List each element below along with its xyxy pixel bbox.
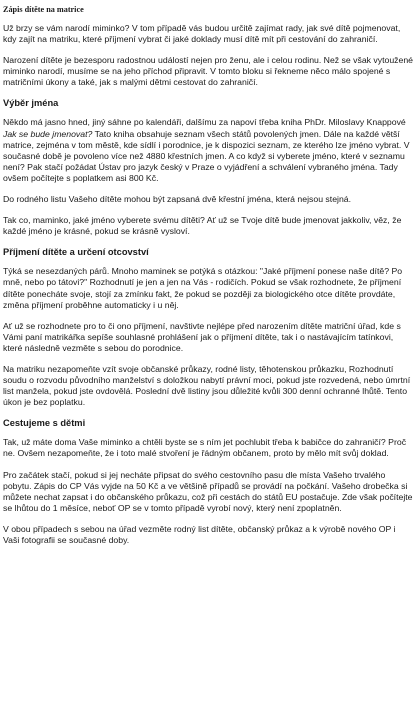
surname-paragraph-2: Ať už se rozhodnete pro to či ono příjmení, navštivte nejlépe před narozením dítěte matriční úřad, kde s Vámi paní matrikářka sepíše souhlasné prohlášení jak o příjmení dítěte, tak i o nastávajícím tatínkovi, které následně vezměte s sebou do porodnice. bbox=[3, 320, 401, 353]
name-paragraph-3: Tak co, maminko, jaké jméno vyberete svému dítěti? Ať už se Tvoje dítě bude jmenovat jakkoliv, věz, že každé jméno je krásné, pokud se krásně vysloví. bbox=[3, 215, 402, 237]
surname-paragraph-1: Týká se nesezdaných párů. Mnoho maminek se potýká s otázkou: "Jaké příjmení ponese naše dítě? Po mně, nebo po tátovi?" Rozhodnutí je jen a jen na Vás - rodičích. Pokud se však rozhodnete, že příjmení dítěte ponecháte svoje, stojí za zmínku fakt, že pokud se později za biologického otce dítěte provdáte, změna příjmení proběhne automaticky i u něj. bbox=[3, 266, 403, 310]
travel-paragraph-3: V obou případech s sebou na úřad vezměte rodný list dítěte, občanský průkaz a k výrobě nového OP i Vaši fotografii se současné doby. bbox=[3, 523, 396, 545]
name-paragraph-2: Do rodného listu Vašeho dítěte mohou být zapsaná dvě křestní jména, která nejsou stejná. bbox=[3, 194, 352, 205]
page-title: Zápis dítěte na matrice bbox=[3, 5, 84, 14]
name-paragraph-1 bbox=[3, 117, 413, 184]
intro-paragraph-2: Narození dítěte je bezesporu radostnou událostí nejen pro ženu, ale i celou rodinu. Než se však vytoužené miminko narodí, musíme se na jeho příchod připravit. V tomto bloku si řekneme něco málo spojené s matričními úkony a také, jak s malými dětmi cestovat do zahraničí. bbox=[3, 55, 414, 88]
book-title: Jak se bude jmenovat? bbox=[3, 128, 93, 139]
section-heading-travel: Cestujeme s dětmi bbox=[3, 418, 86, 429]
intro-paragraph-1: Už brzy se vám narodí miminko? V tom případě vás budou určitě zajímat rady, jak své dítě pojmenovat, kdy zajít na matriku, které příjmení vybrat či jaké doklady musí dítě mít při cestování do zahraničí. bbox=[3, 23, 401, 45]
travel-paragraph-2: Pro začátek stačí, pokud si jej necháte připsat do svého cestovního pasu dle místa Vašeho trvalého pobytu. Zápis do CP Vás vyjde na 50 Kč a ve většině případů se provádí na počkání. Vašeho drobečka si můžete nechat zapsat i do občanského průkazu, což při cestách do států EU postačuje. Zde však počítejte se lhůtou do 1 měsíce, neboť OP se v tomto případě vyrobí nový, který není zpoplatněn. bbox=[3, 469, 413, 513]
surname-paragraph-3: Na matriku nezapomeňte vzít svoje občanské průkazy, rodné listy, těhotenskou průkazku, Rozhodnutí soudu o rozvodu původního manželství s doložkou nabytí právní moci, pokud jste rozvedená, nebo úmrtní list manžela, pokud jste ovdovělá. Poslední dvě listiny jsou důležité kvůli 300 denní ochranné lhůtě. Tento úkon je bez poplatku. bbox=[3, 363, 411, 408]
name-paragraph-1-end: Tato kniha obsahuje seznam všech států povolených jmen. Dále na každé větší matrice, zejména v tom městě, kde sídlí i porodnice, je k dispozici seznam, ze kterého lze jméno vybrat. V současné době je povoleno více než 4880 křestních jmen. A co když si vyberete jméno, které v seznamu není? Pak stačí požádat Ústav pro jazyk český v Praze o vyjádření a schválení vybraného jména. Tady ovšem počítejte s poplatkem asi 800 Kč. bbox=[3, 128, 410, 183]
name-paragraph-1-start: Někdo má jasno hned, jiný sáhne po kalendáři, dalšímu za napoví třeba kniha PhDr. Miloslavy Knappové bbox=[3, 117, 406, 128]
section-heading-name: Výběr jména bbox=[3, 98, 59, 109]
travel-paragraph-1: Tak, už máte doma Vaše miminko a chtěli byste se s ním jet pochlubit třeba k babičce do zahraničí? Proč ne. Ovšem nezapomeňte, že i toto malé stvoření je řádným občanem, proto by mělo mít svůj doklad. bbox=[3, 437, 407, 459]
section-heading-surname: Příjmení dítěte a určení otcovství bbox=[3, 247, 149, 258]
